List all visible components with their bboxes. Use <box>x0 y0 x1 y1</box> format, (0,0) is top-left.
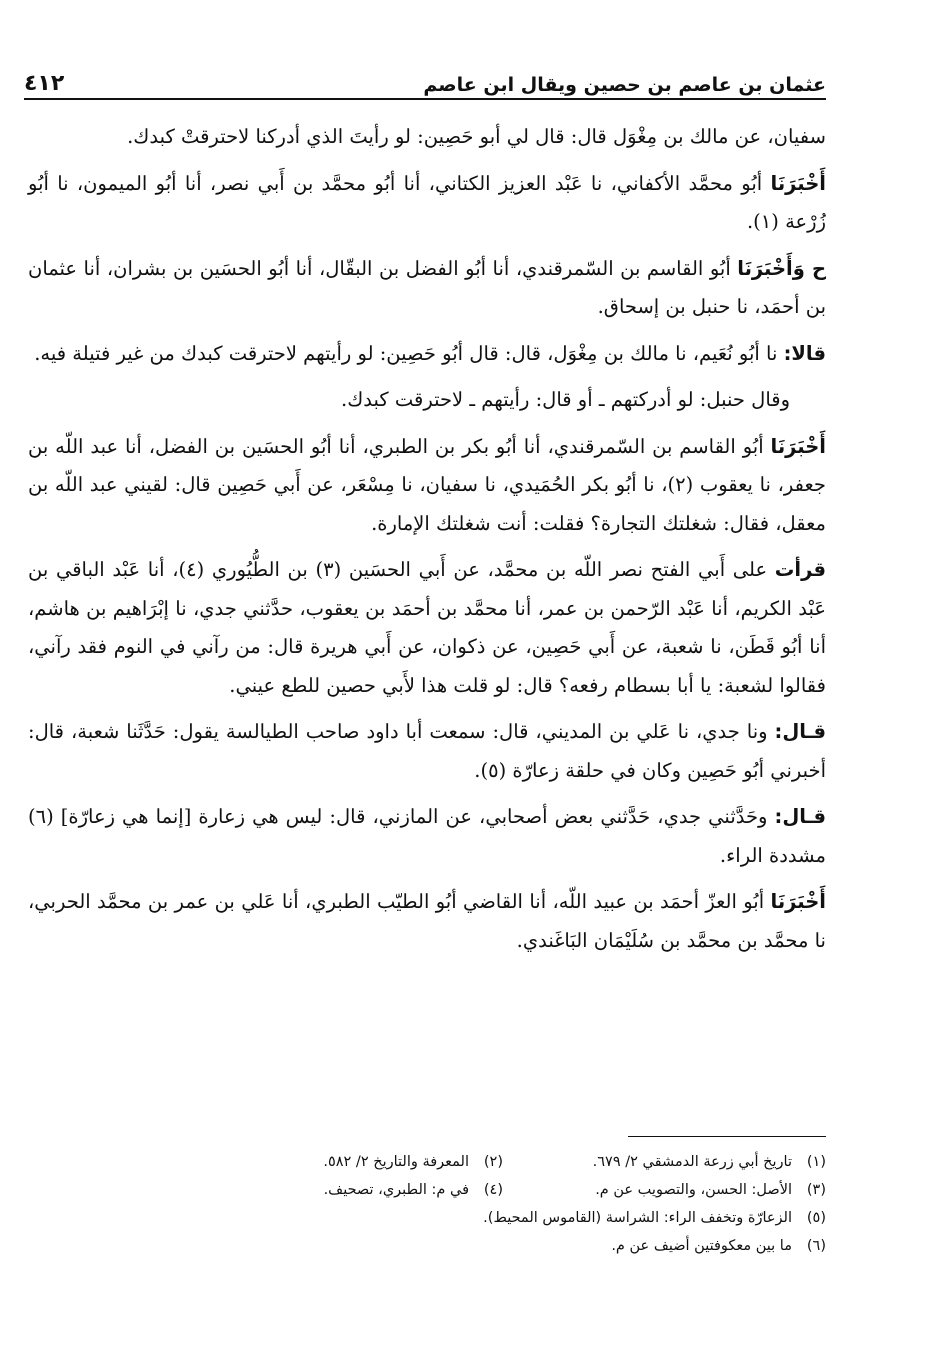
running-title: عثمان بن عاصم بن حصين ويقال ابن عاصم <box>423 74 826 96</box>
paragraph-text: أبُو القاسم بن السّمرقندي، أنا أبُو الفضل بن البقّال، أنا أبُو الحسَين بن بشران، أنا عثمان بن أحمَد، نا حنبل بن إسحاق. <box>28 256 826 318</box>
paragraph-lead: أَخْبَرَنَا <box>770 890 826 913</box>
footnote-text: المعرفة والتاريخ ٢/ ٥٨٢. <box>323 1154 469 1170</box>
main-text <box>28 118 826 968</box>
paragraph <box>28 713 826 790</box>
paragraph-text: وحَدَّثني جدي، حَدَّثني بعض أصحابي، عن المازني، قال: ليس هي زعارة [إنما هي زعارّة] (٦) مشددة الراء. <box>28 805 826 867</box>
footnote-1 <box>503 1148 826 1176</box>
footnote-number: (١) <box>806 1154 826 1170</box>
paragraph-lead: قـال: <box>774 720 826 743</box>
paragraph <box>28 118 826 157</box>
footnote-4 <box>180 1176 503 1204</box>
paragraph <box>28 551 826 705</box>
footnote-text: الزعارّة وتخفف الراء: الشراسة (القاموس المحيط). <box>483 1210 792 1226</box>
paragraph-lead: قالا: <box>783 341 826 365</box>
footnote-6 <box>180 1232 826 1260</box>
paragraph-text: ونا جدي، نا عَلي بن المديني، قال: سمعت أبا داود صاحب الطيالسة يقول: حَدَّثَنا شعبة، قال: أخبرني أبُو حَصِين وكان في حلقة زعارّة (٥). <box>28 720 826 782</box>
footnote-text: تاريخ أبي زرعة الدمشقي ٢/ ٦٧٩. <box>592 1154 792 1170</box>
paragraph-lead: قـال: <box>774 805 826 828</box>
page-header <box>24 62 826 100</box>
footnote-row <box>180 1176 826 1204</box>
paragraph <box>28 165 826 242</box>
footnote-number: (٣) <box>806 1182 826 1198</box>
paragraph-text: أبُو القاسم بن السّمرقندي، أنا أبُو بكر بن الطبري، أنا أبُو الحسَين بن الفضل، أنا عبد اللّه بن جعفر، نا يعقوب (٢)، نا أبُو بكر الحُمَيدي، نا سفيان، نا مِسْعَر، عن أَبي حَصِين قال: لقيني عبد اللّه بن معقل، فقال: شغلتك التجارة؟ فقلت: أنت شغلتك الإمارة. <box>28 434 826 535</box>
paragraph-lead: أَخْبَرَنَا <box>770 171 826 195</box>
paragraph <box>28 883 826 960</box>
footnote-number: (٦) <box>806 1238 826 1254</box>
footnote-row <box>180 1232 826 1260</box>
paragraph <box>28 428 826 544</box>
footnote-3 <box>503 1176 826 1204</box>
paragraph-text: أبُو العزّ أحمَد بن عبيد اللّه، أنا القاضي أبُو الطيّب الطبري، أنا عَلي بن عمر بن محمَّد الحربي، نا محمَّد بن محمَّد بن سُلَيْمَان البَاغَندي. <box>28 890 826 952</box>
footnote-number: (٥) <box>806 1210 826 1226</box>
footnote-row <box>180 1148 826 1176</box>
paragraph <box>28 381 826 420</box>
paragraph-text: أبُو محمَّد الأكفاني، نا عَبْد العزيز الكتاني، أنا أبُو محمَّد بن أَبي نصر، أنا أبُو الميمون، نا أبُو زُرْعة (١). <box>28 171 826 233</box>
footnote-divider <box>628 1136 826 1137</box>
paragraph-lead: قرأت <box>774 558 826 581</box>
paragraph <box>28 798 826 875</box>
footnote-row <box>180 1204 826 1232</box>
footnote-text: في م: الطبري، تصحيف. <box>323 1182 469 1198</box>
paragraph-text: على أَبي الفتح نصر اللّه بن محمَّد، عن أَبي الحسَين (٣) بن الطُّيُوري (٤)، أنا عَبْد الباقي بن عَبْد الكريم، أنا عَبْد الرّحمن بن عمر، أنا محمَّد بن أحمَد بن يعقوب، حدَّثني جدي، نا إبْرَاهيم بن هاشم، أنا أبُو قَطَن، نا شعبة، عن أَبي حَصِين، عن ذكوان، عن أَبي هريرة قال: من رآني في النوم فقد رآني، فقالوا لشعبة: يا أبا بسطام رفعه؟ قال: لو قلت هذا لأَبي حصين للطع عيني. <box>28 558 826 697</box>
paragraph-text: وقال حنبل: لو أدركتهم ـ أو قال: رأيتهم ـ لاحترقت كبدك. <box>341 388 790 411</box>
footnote-text: الأصل: الحسن، والتصويب عن م. <box>595 1182 792 1198</box>
paragraph-text: سفيان، عن مالك بن مِغْوَل قال: قال لي أبو حَصِين: لو رأيتَ الذي أدركنا لاحترقتْ كبدك. <box>127 125 826 148</box>
footnote-5 <box>180 1204 826 1232</box>
paragraph <box>28 335 826 374</box>
footnote-2 <box>180 1148 503 1176</box>
paragraph-text: نا أبُو نُعَيم، نا مالك بن مِغْوَل، قال: قال أبُو حَصِين: لو رأيتهم لاحترقت كبدك من غير فتيلة فيه. <box>34 341 784 365</box>
footnotes <box>180 1148 826 1260</box>
footnote-text: ما بين معكوفتين أضيف عن م. <box>611 1238 792 1254</box>
paragraph <box>28 250 826 327</box>
paragraph-lead: ح وَأَخْبَرَنَا <box>737 256 826 280</box>
footnote-number: (٢) <box>483 1154 503 1170</box>
footnote-number: (٤) <box>483 1182 503 1198</box>
page-number: ٤١٢ <box>24 71 65 96</box>
paragraph-lead: أَخْبَرَنَا <box>770 434 826 458</box>
